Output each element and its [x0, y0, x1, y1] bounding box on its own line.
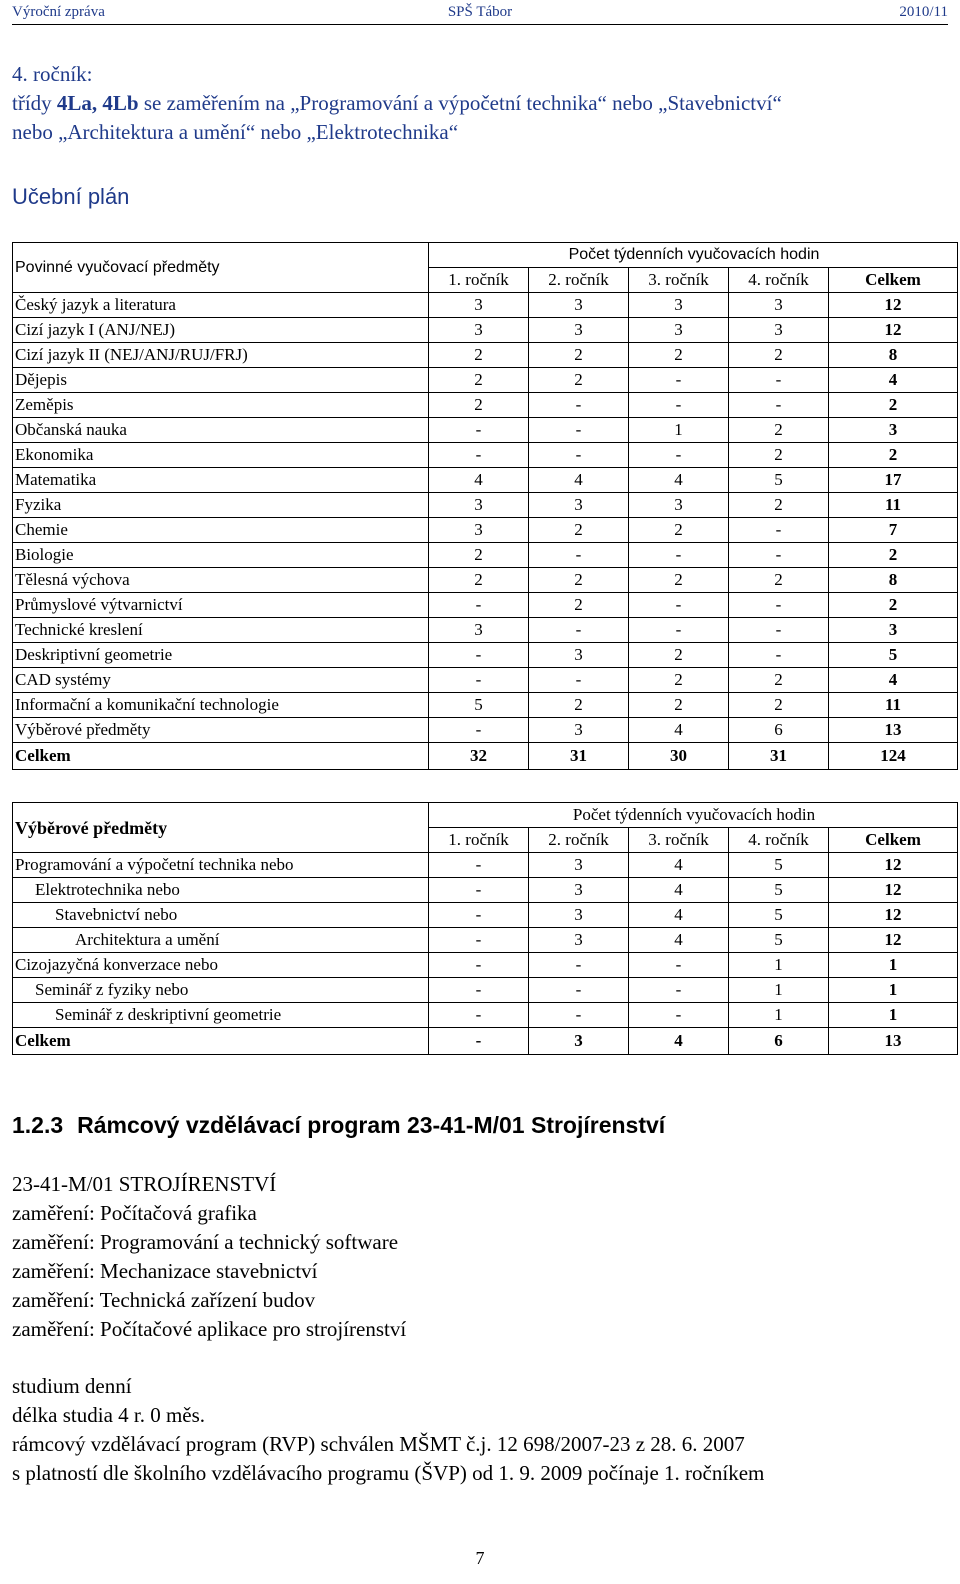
hours-cell: 2 — [729, 668, 829, 693]
required-subjects-table — [12, 242, 958, 770]
hours-cell: 2 — [529, 693, 629, 718]
hours-cell: 8 — [829, 568, 958, 593]
hours-cell: - — [429, 878, 529, 903]
subject-name: Seminář z fyziky nebo — [13, 978, 429, 1003]
hours-cell: - — [629, 978, 729, 1003]
subject-name: Průmyslové výtvarnictví — [13, 593, 429, 618]
hours-cell: 1 — [829, 1003, 958, 1028]
hours-cell: - — [429, 643, 529, 668]
subject-name: Deskriptivní geometrie — [13, 643, 429, 668]
hours-cell: 2 — [629, 568, 729, 593]
table-row — [13, 618, 958, 643]
hours-cell: 12 — [829, 853, 958, 878]
hours-cell: 5 — [729, 853, 829, 878]
hours-cell: 2 — [629, 343, 729, 368]
table2-group-header: Počet týdenních vyučovacích hodin — [429, 803, 958, 828]
hours-cell: - — [529, 418, 629, 443]
hours-cell: - — [629, 543, 729, 568]
column-header: 3. ročník — [629, 828, 729, 853]
subject-name: Matematika — [13, 468, 429, 493]
subject-name: Zeměpis — [13, 393, 429, 418]
hours-cell: 12 — [829, 903, 958, 928]
hours-cell: 12 — [829, 928, 958, 953]
hours-cell: 2 — [429, 393, 529, 418]
total-cell: 30 — [629, 743, 729, 770]
total-cell: 4 — [629, 1028, 729, 1055]
total-cell: 13 — [829, 1028, 958, 1055]
hours-cell: 2 — [429, 568, 529, 593]
hours-cell: - — [629, 1003, 729, 1028]
hours-cell: 3 — [529, 493, 629, 518]
hours-cell: 3 — [429, 318, 529, 343]
hours-cell: 1 — [729, 978, 829, 1003]
table-row — [13, 418, 958, 443]
hours-cell: - — [729, 543, 829, 568]
hours-cell: 12 — [829, 878, 958, 903]
hours-cell: 2 — [629, 518, 729, 543]
hours-cell: 2 — [729, 418, 829, 443]
column-header: 3. ročník — [629, 268, 729, 293]
table-row — [13, 853, 958, 878]
hours-cell: 2 — [429, 543, 529, 568]
hours-cell: 2 — [529, 568, 629, 593]
table-row — [13, 368, 958, 393]
subject-name: CAD systémy — [13, 668, 429, 693]
hours-cell: - — [429, 1003, 529, 1028]
total-label: Celkem — [13, 1028, 429, 1055]
text-line: zaměření: Technická zařízení budov — [12, 1288, 316, 1312]
hours-cell: - — [429, 903, 529, 928]
total-row — [13, 743, 958, 770]
hours-cell: - — [729, 393, 829, 418]
hours-cell: - — [529, 543, 629, 568]
hours-cell: - — [629, 443, 729, 468]
text-line: s platností dle školního vzdělávacího programu (ŠVP) od 1. 9. 2009 počínaje 1. ročníkem — [12, 1461, 765, 1485]
subject-name: Fyzika — [13, 493, 429, 518]
table-row — [13, 493, 958, 518]
column-header: 2. ročník — [529, 268, 629, 293]
hours-cell: 3 — [529, 878, 629, 903]
total-cell: 32 — [429, 743, 529, 770]
column-header: 1. ročník — [429, 268, 529, 293]
table-row — [13, 343, 958, 368]
section-heading — [12, 1112, 665, 1139]
hours-cell: 3 — [429, 293, 529, 318]
page-header — [12, 2, 948, 25]
hours-cell: - — [729, 368, 829, 393]
hours-cell: 5 — [429, 693, 529, 718]
hours-cell: 1 — [829, 978, 958, 1003]
intro-rest: se zaměřením na „Programování a výpočetní technika“ nebo „Stavebnictví“ — [138, 91, 782, 115]
hours-cell: 2 — [629, 643, 729, 668]
hours-cell: 2 — [629, 693, 729, 718]
hours-cell: 7 — [829, 518, 958, 543]
table2-corner: Výběrové předměty — [13, 803, 429, 853]
total-cell: 31 — [729, 743, 829, 770]
program-list — [12, 1170, 406, 1344]
table-row — [13, 643, 958, 668]
table-row — [13, 668, 958, 693]
column-header: 1. ročník — [429, 828, 529, 853]
subject-name: Občanská nauka — [13, 418, 429, 443]
hours-cell: - — [429, 953, 529, 978]
hours-cell: 3 — [529, 293, 629, 318]
hours-cell: - — [529, 443, 629, 468]
intro-classes: 4La, 4Lb — [56, 91, 139, 115]
hours-cell: 2 — [829, 593, 958, 618]
hours-cell: - — [529, 668, 629, 693]
table-row — [13, 693, 958, 718]
hours-cell: 1 — [729, 1003, 829, 1028]
hours-cell: 3 — [829, 618, 958, 643]
hours-cell: - — [629, 618, 729, 643]
hours-cell: 17 — [829, 468, 958, 493]
column-header: 4. ročník — [729, 268, 829, 293]
subject-name: Biologie — [13, 543, 429, 568]
hours-cell: 4 — [629, 903, 729, 928]
subject-name: Stavebnictví nebo — [13, 903, 429, 928]
subject-name: Elektrotechnika nebo — [13, 878, 429, 903]
intro-line-2 — [12, 89, 782, 118]
column-header: 2. ročník — [529, 828, 629, 853]
hours-cell: 2 — [529, 518, 629, 543]
section-title: Rámcový vzdělávací program 23-41-M/01 Strojírenství — [77, 1112, 666, 1138]
hours-cell: - — [529, 978, 629, 1003]
hours-cell: 3 — [529, 853, 629, 878]
subject-name: Cizí jazyk I (ANJ/NEJ) — [13, 318, 429, 343]
hours-cell: - — [429, 443, 529, 468]
hours-cell: - — [429, 978, 529, 1003]
subject-name: Cizí jazyk II (NEJ/ANJ/RUJ/FRJ) — [13, 343, 429, 368]
hours-cell: 2 — [429, 343, 529, 368]
hours-cell: 12 — [829, 318, 958, 343]
subject-name: Tělesná výchova — [13, 568, 429, 593]
text-line: zaměření: Programování a technický software — [12, 1230, 399, 1254]
hours-cell: 12 — [829, 293, 958, 318]
hours-cell: 3 — [529, 643, 629, 668]
column-header: 4. ročník — [729, 828, 829, 853]
subject-name: Informační a komunikační technologie — [13, 693, 429, 718]
elective-subjects-table — [12, 802, 958, 1055]
hours-cell: 5 — [729, 928, 829, 953]
study-info — [12, 1372, 764, 1488]
hours-cell: - — [629, 368, 729, 393]
hours-cell: 4 — [529, 468, 629, 493]
table1-group-header: Počet týdenních vyučovacích hodin — [429, 243, 958, 268]
intro-prefix: třídy — [12, 91, 57, 115]
text-line: rámcový vzdělávací program (RVP) schválen MŠMT č.j. 12 698/2007-23 z 28. 6. 2007 — [12, 1432, 745, 1456]
subject-name: Český jazyk a literatura — [13, 293, 429, 318]
hours-cell: 3 — [429, 618, 529, 643]
hours-cell: 3 — [629, 493, 729, 518]
table-row — [13, 568, 958, 593]
hours-cell: 3 — [729, 318, 829, 343]
hours-cell: - — [429, 928, 529, 953]
intro-line-3: nebo „Architektura a umění“ nebo „Elektrotechnika“ — [12, 120, 459, 144]
page-number: 7 — [475, 1548, 485, 1568]
hours-cell: - — [429, 593, 529, 618]
hours-cell: - — [629, 953, 729, 978]
hours-cell: 5 — [729, 903, 829, 928]
subject-name: Seminář z deskriptivní geometrie — [13, 1003, 429, 1028]
hours-cell: 4 — [829, 368, 958, 393]
hours-cell: - — [529, 618, 629, 643]
subject-name: Cizojazyčná konverzace nebo — [13, 953, 429, 978]
hours-cell: 1 — [629, 418, 729, 443]
hours-cell: 2 — [829, 543, 958, 568]
table-row — [13, 393, 958, 418]
subject-name: Architektura a umění — [13, 928, 429, 953]
table-row — [13, 903, 958, 928]
hours-cell: 2 — [729, 443, 829, 468]
table1-corner: Povinné vyučovací předměty — [13, 243, 429, 293]
hours-cell: 1 — [829, 953, 958, 978]
column-header: Celkem — [829, 828, 958, 853]
table-row — [13, 978, 958, 1003]
table-row — [13, 318, 958, 343]
hours-cell: 2 — [729, 493, 829, 518]
header-right: 2010/11 — [899, 4, 948, 20]
hours-cell: - — [729, 593, 829, 618]
header-center: SPŠ Tábor — [447, 4, 513, 20]
hours-cell: 2 — [429, 368, 529, 393]
total-cell: 6 — [729, 1028, 829, 1055]
hours-cell: 2 — [829, 443, 958, 468]
table-row — [13, 293, 958, 318]
hours-cell: 4 — [629, 853, 729, 878]
hours-cell: 2 — [629, 668, 729, 693]
column-header: Celkem — [829, 268, 958, 293]
intro-line-1: 4. ročník: — [12, 62, 93, 86]
hours-cell: 3 — [429, 518, 529, 543]
total-label: Celkem — [13, 743, 429, 770]
table-row — [13, 543, 958, 568]
hours-cell: - — [629, 593, 729, 618]
hours-cell: - — [529, 1003, 629, 1028]
total-cell: 124 — [829, 743, 958, 770]
intro-block — [12, 60, 782, 147]
hours-cell: 2 — [829, 393, 958, 418]
hours-cell: 6 — [729, 718, 829, 743]
text-line: zaměření: Mechanizace stavebnictví — [12, 1259, 318, 1283]
table-row — [13, 468, 958, 493]
subject-name: Dějepis — [13, 368, 429, 393]
hours-cell: 4 — [629, 878, 729, 903]
hours-cell: 4 — [629, 468, 729, 493]
table-row — [13, 928, 958, 953]
hours-cell: 5 — [729, 468, 829, 493]
hours-cell: - — [729, 643, 829, 668]
hours-cell: - — [429, 418, 529, 443]
total-cell: 3 — [529, 1028, 629, 1055]
text-line: 23-41-M/01 STROJÍRENSTVÍ — [12, 1172, 277, 1196]
hours-cell: 3 — [629, 318, 729, 343]
hours-cell: 3 — [529, 718, 629, 743]
hours-cell: - — [429, 668, 529, 693]
hours-cell: 11 — [829, 693, 958, 718]
hours-cell: - — [729, 618, 829, 643]
hours-cell: - — [429, 718, 529, 743]
text-line: zaměření: Počítačová grafika — [12, 1201, 257, 1225]
hours-cell: - — [629, 393, 729, 418]
hours-cell: - — [529, 393, 629, 418]
hours-cell: 2 — [529, 368, 629, 393]
table-row — [13, 878, 958, 903]
subject-name: Chemie — [13, 518, 429, 543]
hours-cell: 8 — [829, 343, 958, 368]
total-cell: 31 — [529, 743, 629, 770]
hours-cell: 2 — [729, 343, 829, 368]
hours-cell: 13 — [829, 718, 958, 743]
hours-cell: - — [729, 518, 829, 543]
header-left: Výroční zpráva — [12, 4, 105, 20]
subject-name: Technické kreslení — [13, 618, 429, 643]
hours-cell: 2 — [729, 568, 829, 593]
table-row — [13, 718, 958, 743]
text-line: studium denní — [12, 1374, 132, 1398]
hours-cell: 3 — [629, 293, 729, 318]
total-row — [13, 1028, 958, 1055]
hours-cell: - — [529, 953, 629, 978]
total-cell: - — [429, 1028, 529, 1055]
hours-cell: 11 — [829, 493, 958, 518]
hours-cell: 5 — [729, 878, 829, 903]
hours-cell: 4 — [629, 718, 729, 743]
table-row — [13, 593, 958, 618]
table-row — [13, 518, 958, 543]
hours-cell: 4 — [429, 468, 529, 493]
hours-cell: 3 — [529, 318, 629, 343]
hours-cell: 3 — [529, 928, 629, 953]
table-row — [13, 1003, 958, 1028]
hours-cell: 2 — [729, 693, 829, 718]
text-line: zaměření: Počítačové aplikace pro strojírenství — [12, 1317, 407, 1341]
text-line: délka studia 4 r. 0 měs. — [12, 1403, 206, 1427]
hours-cell: 3 — [529, 903, 629, 928]
hours-cell: 2 — [529, 343, 629, 368]
hours-cell: 2 — [529, 593, 629, 618]
subject-name: Ekonomika — [13, 443, 429, 468]
hours-cell: 4 — [629, 928, 729, 953]
hours-cell: 3 — [429, 493, 529, 518]
section-number: 1.2.3 — [12, 1112, 64, 1138]
table-row — [13, 443, 958, 468]
hours-cell: 3 — [829, 418, 958, 443]
hours-cell: 3 — [729, 293, 829, 318]
hours-cell: 5 — [829, 643, 958, 668]
subject-name: Výběrové předměty — [13, 718, 429, 743]
hours-cell: 1 — [729, 953, 829, 978]
ucebni-plan-title: Učební plán — [12, 184, 130, 209]
hours-cell: - — [429, 853, 529, 878]
subject-name: Programování a výpočetní technika nebo — [13, 853, 429, 878]
hours-cell: 4 — [829, 668, 958, 693]
table-row — [13, 953, 958, 978]
